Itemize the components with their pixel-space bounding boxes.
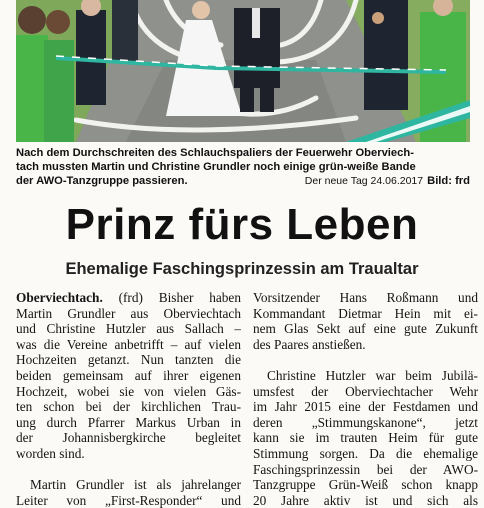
article-line: Leiter von „First-Responder“ und [16,492,241,508]
article-line: was die Vereine anbetrifft – auf vielen [16,336,241,352]
article-line: worden sind. [16,445,85,461]
article-line: Faschingsprinzessin bei der AWO- [253,461,478,477]
article-line: Hochzeit, wobei sie von vielen Gäs- [16,383,241,399]
article-line: ten schon bei der kirchlichen Trau- [16,399,241,415]
headline: Prinz fürs Leben [65,200,419,249]
article-line: nem Glas Sekt auf eine gute Zukunft [253,321,478,337]
article-line: Stimmung sorgen. Da die ehemalige [253,445,478,461]
article-line: des Paares anstießen. [253,336,366,352]
article-line [16,290,241,306]
caption-source: Der neue Tag 24.06.2017 [304,175,424,187]
wedding-photo [16,0,470,142]
caption-line-1: Nach dem Durchschreiten des Schlauchspaliers der Feuerwehr Oberviech- [16,147,414,159]
article-line: ung durch Pfarrer Markus Urban in [16,414,241,430]
article-line-text: (frd) Bisher haben [102,290,241,305]
caption-line-2: tach mussten Martin und Christine Grundler noch einige grün-weiße Bande [16,161,416,173]
article-column-right [253,290,478,508]
firefighter-right [364,0,408,110]
article-line: kann sie im trauten Heim für gute [253,430,478,446]
dateline: Oberviechtach. [16,290,103,305]
article-column-left [16,290,241,508]
article-line: Christine Hutzler war beim Jubilä- [267,367,478,383]
caption-credit-group [305,174,470,188]
firefighter-mid-left [112,0,138,62]
article-line: im Jahr 2015 eine der Festdamen und [253,399,478,415]
article-line: Hochzeiten getanzt. Nun tanzten die [16,352,241,368]
bride-head [192,1,210,19]
article-line: beiden gemeinsam auf ihrer eigenen [16,367,241,383]
caption-text-end: der AWO-Tanzgruppe passieren. [16,175,188,187]
paragraph-gap [16,462,241,478]
article-line: Martin Grundler ist als jahrelanger [30,477,241,493]
article-line: deren „Stimmungskanone“, jetzt [253,414,478,430]
caption-line-3 [16,174,470,188]
photo-caption [16,146,470,188]
article-line: Martin Grundler aus Oberviechtach [16,305,241,321]
article-line: und Christine Hutzler aus Sallach – [16,321,241,337]
article-line: Tanzgruppe Grün-Weiß schon knapp [253,477,478,493]
subheadline: Ehemalige Faschingsprinzessin am Traualtar [65,260,419,278]
article-line: Kommandant Dietmar Hein mit ei- [253,305,478,321]
article-line: umsfest der Oberviechtacher Wehr [253,383,478,399]
article-line: 20 Jahre aktiv ist und sich als [253,492,478,508]
article-line: der Johannisbergkirche begleitet [16,430,241,446]
firefighter-left [76,0,106,105]
article-line: Vorsitzender Hans Roßmann und [253,290,478,305]
photo-credit: Bild: frd [427,175,470,187]
person-left-1 [16,6,48,142]
paragraph-gap [253,352,478,368]
